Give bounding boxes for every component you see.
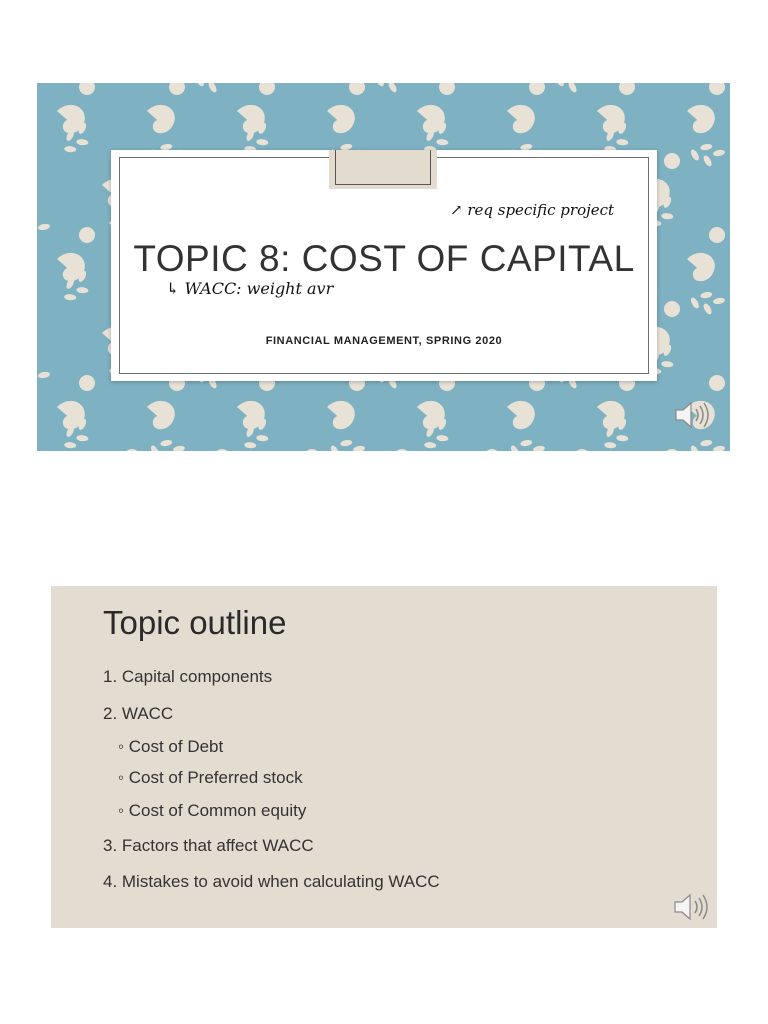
outline-item-factors: 3. Factors that affect WACC [103,836,314,855]
outline-subitem-cost-of-preferred-stock: ◦ Cost of Preferred stock [118,768,303,787]
handwritten-note-bottom: ↳ WACC: weight avr [166,279,334,298]
outline-title: Topic outline [103,604,287,641]
outline-item-wacc: 2. WACC [103,704,174,723]
audio-speaker-icon[interactable] [673,399,715,431]
outline-item-mistakes: 4. Mistakes to avoid when calculating WACC [103,872,440,891]
outline-slide [51,586,717,928]
outline-subitem-cost-of-debt: ◦ Cost of Debt [118,737,224,756]
title-tab-decoration [329,150,437,189]
slide-subtitle: FINANCIAL MANAGEMENT, SPRING 2020 [265,335,503,347]
handwritten-note-top: ↗ req specific project [450,201,615,219]
outline-item-capital-components: 1. Capital components [103,667,273,686]
title-slide [37,83,730,451]
slide-title: TOPIC 8: COST OF CAPITAL [133,238,635,279]
outline-subitem-cost-of-common-equity: ◦ Cost of Common equity [118,801,307,820]
audio-speaker-icon[interactable] [672,891,714,923]
